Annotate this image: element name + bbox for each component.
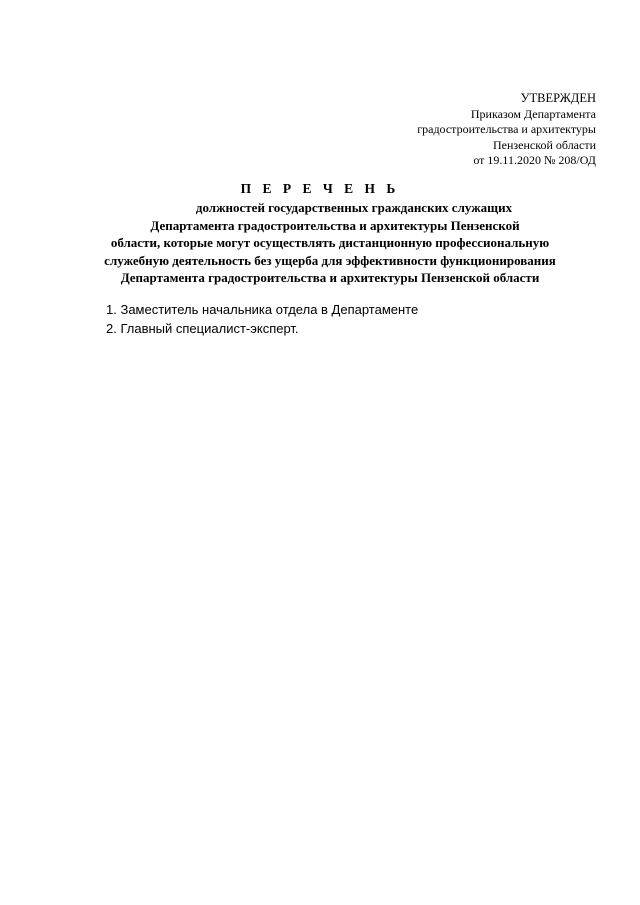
document-title: П Е Р Е Ч Е Н Ь bbox=[240, 181, 400, 196]
approval-title: УТВЕРЖДЕН bbox=[520, 91, 596, 105]
approval-line-date-number: от 19.11.2020 № 208/ОД bbox=[473, 153, 596, 167]
approval-line-region: Пензенской области bbox=[493, 137, 596, 152]
list-item-number: 2. bbox=[106, 321, 117, 336]
subtitle-line: Департамента градостроительства и архитектуры Пензенской bbox=[150, 217, 520, 233]
subtitle-line: Департамента градостроительства и архитектуры Пензенской области bbox=[120, 270, 540, 285]
document-subtitle bbox=[60, 199, 600, 287]
list-item bbox=[106, 319, 418, 338]
list-item-text: Главный специалист-эксперт. bbox=[120, 321, 299, 336]
list-item-text: Заместитель начальника отдела в Департаменте bbox=[120, 302, 419, 317]
approval-block bbox=[417, 91, 596, 169]
positions-list bbox=[106, 300, 418, 338]
approval-line-department: градостроительства и архитектуры bbox=[417, 122, 596, 136]
subtitle-line: должностей государственных гражданских служащих bbox=[195, 200, 513, 215]
subtitle-line: служебную деятельность без ущерба для эффективности функционирования bbox=[104, 252, 556, 268]
list-item bbox=[106, 300, 418, 319]
approval-line-order: Приказом Департамента bbox=[470, 106, 596, 121]
list-item-number: 1. bbox=[106, 302, 117, 317]
subtitle-line: области, которые могут осуществлять дистанционную профессиональную bbox=[110, 235, 550, 250]
